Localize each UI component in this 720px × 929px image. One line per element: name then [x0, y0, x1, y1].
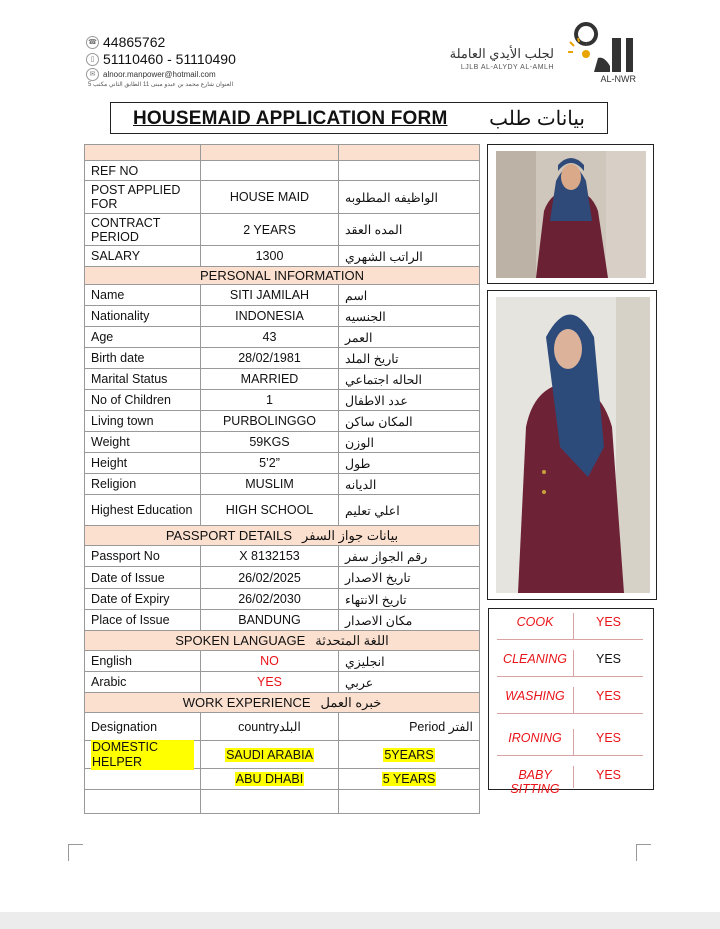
work-country: SAUDI ARABIA: [226, 747, 313, 762]
arabic-value: YES: [201, 672, 339, 692]
place-label: Place of Issue: [84, 610, 201, 630]
nationality-row: [84, 306, 480, 327]
language-title-ar: اللغة المتحدثة: [315, 632, 389, 648]
height-label: Height: [84, 453, 201, 473]
skill-value: YES: [595, 615, 621, 629]
work-country: ABU DHABI: [235, 772, 304, 786]
work-row: [84, 741, 480, 769]
work-period-cell: [339, 769, 480, 789]
english-value: NO: [201, 651, 339, 671]
title-box: [110, 102, 608, 134]
passport-no-ar: رقم الجواز سفر: [339, 546, 480, 566]
photo-frame-small: [487, 144, 654, 284]
marital-row: [84, 369, 480, 390]
arabic-row: [84, 672, 480, 693]
post-value: HOUSE MAID: [201, 181, 339, 213]
place-row: [84, 610, 480, 631]
work-title: WORK EXPERIENCE: [182, 695, 311, 710]
nationality-ar: الجنسيه: [339, 306, 480, 326]
town-row: [84, 411, 480, 432]
skill-value: YES: [595, 731, 621, 745]
marital-label: Marital Status: [84, 369, 201, 389]
contract-row: [84, 214, 480, 246]
post-row: [84, 181, 480, 214]
country-col: country: [238, 719, 280, 734]
weight-ar: الوزن: [339, 432, 480, 452]
religion-ar: الديانه: [339, 474, 480, 494]
address: العنوان شارع محمد بن عبدو مبنى 11 الطابق الثاني مكتب 5: [88, 82, 234, 88]
skill-row: [497, 650, 643, 677]
page-corner-mark: [636, 844, 651, 861]
contract-value: 2 YEARS: [201, 214, 339, 245]
expiry-ar: تاريخ الانتهاء: [339, 589, 480, 609]
english-row: [84, 651, 480, 672]
mail-icon: ✉: [86, 68, 99, 81]
cell: [84, 790, 201, 813]
marital-ar: الحاله اجتماعي: [339, 369, 480, 389]
weight-label: Weight: [84, 432, 201, 452]
passport-header: [84, 526, 480, 546]
religion-label: Religion: [84, 474, 201, 494]
expiry-row: [84, 589, 480, 610]
work-designation: [84, 769, 201, 789]
contract-label: CONTRACT PERIOD: [84, 214, 201, 245]
issue-row: [84, 567, 480, 589]
work-designation-cell: [84, 741, 201, 768]
skills-table: [488, 608, 654, 796]
work-columns-row: [84, 713, 480, 741]
expiry-label: Date of Expiry: [84, 589, 201, 609]
form-title-arabic: بيانات طلب: [489, 108, 585, 130]
place-ar: مكان الاصدار: [339, 610, 480, 630]
bottom-bar: [0, 912, 720, 929]
post-label: POST APPLIED FOR: [84, 181, 201, 213]
post-ar: الواظيفه المطلوبه: [339, 181, 480, 213]
personal-info-header: [84, 267, 480, 285]
religion-row: [84, 474, 480, 495]
marital-value: MARRIED: [201, 369, 339, 389]
language-title: SPOKEN LANGUAGE: [175, 633, 306, 648]
email-row: [86, 68, 236, 81]
personal-info-title: PERSONAL INFORMATION: [84, 267, 480, 284]
work-country-cell: [201, 741, 339, 768]
issue-ar: تاريخ الاصدار: [339, 567, 480, 588]
work-designation: DOMESTIC HELPER: [91, 740, 194, 770]
company-logo: [432, 36, 642, 84]
passport-no-value: X 8132153: [201, 546, 339, 566]
town-label: Living town: [84, 411, 201, 431]
birth-ar: تاريخ الملد: [339, 348, 480, 368]
age-ar: العمر: [339, 327, 480, 347]
work-period: 5 YEARS: [382, 772, 436, 786]
passport-title: PASSPORT DETAILS: [165, 528, 293, 543]
language-title-cell: [84, 631, 480, 650]
town-value: PURBOLINGGO: [201, 411, 339, 431]
page-corner-mark: [68, 844, 83, 861]
work-title-cell: [84, 693, 480, 712]
ref-no-value: [201, 161, 339, 180]
name-label: Name: [84, 285, 201, 305]
religion-value: MUSLIM: [201, 474, 339, 494]
cell: [84, 145, 201, 160]
ref-no-row: [84, 161, 480, 181]
skill-name: COOK: [497, 613, 574, 639]
birth-value: 28/02/1981: [201, 348, 339, 368]
cell: [339, 790, 480, 813]
cell: [339, 145, 480, 160]
education-label: Highest Education: [84, 495, 201, 525]
birth-row: [84, 348, 480, 369]
phone-row: [86, 34, 236, 51]
expiry-value: 26/02/2030: [201, 589, 339, 609]
applicant-photo-large: [496, 297, 650, 593]
work-period-cell: [339, 741, 480, 768]
name-value: SITI JAMILAH: [201, 285, 339, 305]
form-title: HOUSEMAID APPLICATION FORM: [133, 108, 448, 129]
english-label: English: [84, 651, 201, 671]
work-header: [84, 693, 480, 713]
skill-row: [497, 687, 643, 714]
contract-ar: المده العقد: [339, 214, 480, 245]
passport-no-row: [84, 546, 480, 567]
passport-title-ar: بيانات جواز السفر: [302, 527, 399, 543]
issue-value: 26/02/2025: [201, 567, 339, 588]
nationality-value: INDONESIA: [201, 306, 339, 326]
education-row: [84, 495, 480, 526]
passport-no-label: Passport No: [84, 546, 201, 566]
phone-numbers: 51110460 - 51110490: [103, 51, 236, 67]
country-col-ar: البلد: [279, 720, 301, 734]
period-col: Period: [409, 719, 446, 734]
height-row: [84, 453, 480, 474]
salary-ar: الراتب الشهري: [339, 246, 480, 266]
cell: [201, 145, 339, 160]
logo-arabic-text: لجلب الأيدي العاملة: [449, 46, 554, 61]
arabic-label: Arabic: [84, 672, 201, 692]
blank-row: [84, 790, 480, 814]
phone2-row: [86, 51, 236, 68]
email: alnoor.manpower@hotmail.com: [103, 69, 216, 79]
place-value: BANDUNG: [201, 610, 339, 630]
designation-col: Designation: [84, 713, 201, 740]
skill-name: IRONING: [497, 729, 574, 755]
english-ar: انجليزي: [339, 651, 480, 671]
nationality-label: Nationality: [84, 306, 201, 326]
period-col-cell: [339, 713, 480, 740]
name-row: [84, 285, 480, 306]
education-value: HIGH SCHOOL: [201, 495, 339, 525]
work-country-cell: [201, 769, 339, 789]
ref-no-ar: [339, 161, 480, 180]
weight-row: [84, 432, 480, 453]
children-label: No of Children: [84, 390, 201, 410]
work-title-ar: خبره العمل: [320, 694, 382, 710]
skill-row: [497, 729, 643, 756]
skill-value: YES: [595, 652, 621, 666]
issue-label: Date of Issue: [84, 567, 201, 588]
salary-label: SALARY: [84, 246, 201, 266]
photo-frame-large: [487, 290, 657, 600]
skill-row: [497, 613, 643, 640]
skill-name: CLEANING: [497, 650, 574, 676]
phone-icon: ☎: [86, 36, 99, 49]
phone-number: 44865762: [103, 34, 166, 50]
age-label: Age: [84, 327, 201, 347]
salary-row: [84, 246, 480, 267]
skill-row: [497, 766, 643, 796]
work-row: [84, 769, 480, 790]
cell: [201, 790, 339, 813]
salary-value: 1300: [201, 246, 339, 266]
applicant-photo-small: [496, 151, 646, 278]
contact-block: [86, 34, 236, 89]
weight-value: 59KGS: [201, 432, 339, 452]
mobile-icon: ▯: [86, 53, 99, 66]
language-header: [84, 631, 480, 651]
children-row: [84, 390, 480, 411]
logo-transliteration: LJLB AL-ALYDY AL-AMLH: [460, 64, 554, 71]
skill-name: BABY SITTING: [497, 766, 574, 788]
period-col-ar: الفتر: [448, 720, 473, 734]
skill-value: YES: [595, 689, 621, 703]
birth-label: Birth date: [84, 348, 201, 368]
children-ar: عدد الاطفال: [339, 390, 480, 410]
blank-header-row: [84, 144, 480, 161]
children-value: 1: [201, 390, 339, 410]
passport-title-cell: [84, 526, 480, 545]
age-row: [84, 327, 480, 348]
town-ar: المكان ساكن: [339, 411, 480, 431]
age-value: 43: [201, 327, 339, 347]
work-period: 5YEARS: [384, 747, 434, 762]
height-ar: طول: [339, 453, 480, 473]
name-ar: اسم: [339, 285, 480, 305]
ref-no-label: REF NO: [84, 161, 201, 180]
arabic-ar: عربي: [339, 672, 480, 692]
education-ar: اعلي تعليم: [339, 495, 480, 525]
skill-value: YES: [595, 768, 621, 782]
skill-name: WASHING: [497, 687, 574, 713]
logo-subtitle: AL-NWR: [600, 74, 636, 84]
height-value: 5’2”: [201, 453, 339, 473]
country-col-cell: [201, 713, 339, 740]
